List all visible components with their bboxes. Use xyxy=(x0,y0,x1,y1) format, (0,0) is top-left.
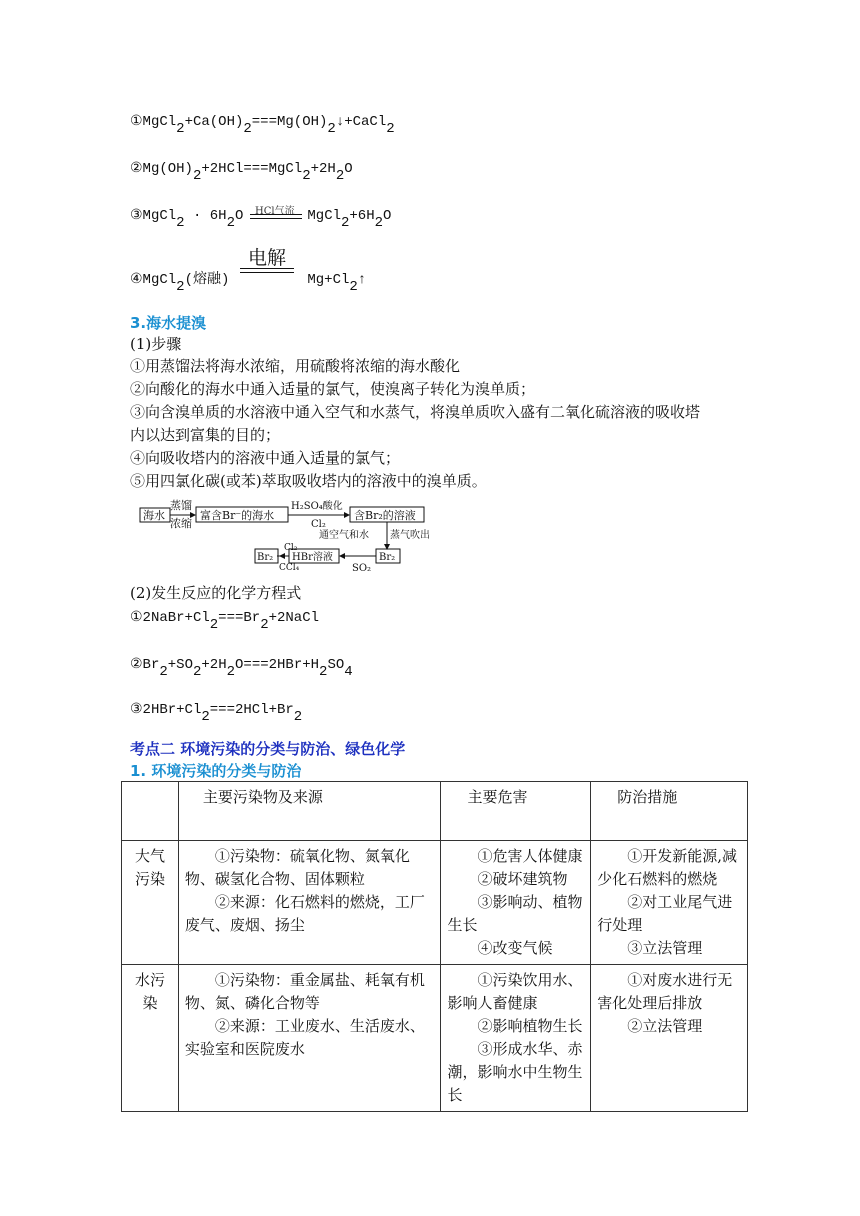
step-5: ⑤用四氯化碳(或苯)萃取吸收塔内的溶液中的溴单质。 xyxy=(130,472,487,490)
condition-electrolysis: 电解 xyxy=(248,247,287,269)
equation-br-3: $③2HBr+Cl_2===2HCl+Br_2$ xyxy=(130,702,303,725)
equation-mg-3: ③MgCl$_2$ · $6H_2O$ $MgCl_2+6H_2O$ xyxy=(130,208,392,231)
flow-cl2-a: Cl₂ xyxy=(311,519,326,530)
step-3-cont: 内以达到富集的目的； xyxy=(130,426,281,444)
equations-title: (2)发生反应的化学方程式 xyxy=(130,584,302,602)
equation-br-1: $①2NaBr+Cl_2===Br_2+2NaCl$ xyxy=(130,610,320,633)
flow-so2: SO₂ xyxy=(352,563,372,574)
equation-mg-4: ④MgCl$_2$(熔融) $Mg+Cl_2↑$ xyxy=(130,272,367,295)
equation-mg-1: $①MgCl_2+Ca(OH)_2===Mg(OH)_2↓+CaCl_2$ xyxy=(130,114,395,137)
header-sources: 主要污染物及来源 xyxy=(178,782,441,841)
step-3: ③向含溴单质的水溶液中通入空气和水蒸气，将溴单质吹入盛有二氧化硫溶液的吸收塔 xyxy=(130,403,701,421)
flow-concentrate: 浓缩 xyxy=(170,517,192,530)
condition-hcl: HCl气流 xyxy=(255,206,295,217)
cell-sources: ①污染物：重金属盐、耗氧有机物、氮、磷化合物等 ②来源：工业废水、生活废水、实验室和医院废水 xyxy=(178,965,441,1112)
equals-line xyxy=(250,214,302,219)
flow-cl2-b: Cl₂ xyxy=(284,543,298,553)
row-name: 大气污染 xyxy=(122,841,179,965)
cell-harm: ①危害人体健康 ②破坏建筑物 ③影响动、植物生长 ④改变气候 xyxy=(441,841,591,965)
pollution-table xyxy=(121,781,748,1112)
table-row xyxy=(122,841,748,965)
cell-fix: ①对废水进行无害化处理后排放 ②立法管理 xyxy=(591,965,748,1112)
flow-steam: 蒸气吹出 xyxy=(390,530,430,541)
equation-mg-2: $②Mg(OH)_2+2HCl===MgCl_2+2H_2O$ xyxy=(130,161,353,184)
step-4: ④向吸收塔内的溶液中通入适量的氯气； xyxy=(130,449,401,467)
flow-br2-solution: 含Br₂的溶液 xyxy=(354,509,416,522)
flow-distill: 蒸馏 xyxy=(170,499,192,512)
header-harm: 主要危害 xyxy=(441,782,591,841)
section-title-bromine: 3.海水提溴 xyxy=(130,314,207,332)
steps-title: (1)步骤 xyxy=(130,335,182,353)
equation-br-2: $②Br_2+SO_2+2H_2O===2HBr+H_2SO_4$ xyxy=(130,657,353,680)
table-row xyxy=(122,965,748,1112)
row-name: 水污染 xyxy=(122,965,179,1112)
table-cell xyxy=(122,782,179,841)
equals-line xyxy=(240,268,294,273)
flow-hbr: HBr溶液 xyxy=(292,552,333,563)
section-title-kd2: 考点二 环境污染的分类与防治、绿色化学 xyxy=(130,740,406,758)
flow-air: 通空气和水 xyxy=(319,530,369,541)
flow-br2-a: Br₂ xyxy=(379,552,396,563)
cell-harm: ①污染饮用水、影响人畜健康 ②影响植物生长 ③形成水华、赤潮，影响水中生物生长 xyxy=(441,965,591,1112)
flow-br2-b: Br₂ xyxy=(257,552,274,563)
flow-ccl4: CCl₄ xyxy=(279,563,300,573)
step-2: ②向酸化的海水中通入适量的氯气，使溴离子转化为溴单质； xyxy=(130,380,536,398)
cell-fix: ①开发新能源,减少化石燃料的燃烧 ②对工业尾气进行处理 ③立法管理 xyxy=(591,841,748,965)
flow-seawater: 海水 xyxy=(143,509,165,522)
cell-sources: ①污染物：硫氧化物、氮氧化物、碳氢化合物、固体颗粒 ②来源：化石燃料的燃烧，工厂废气、废烟、扬尘 xyxy=(178,841,441,965)
table-header-row xyxy=(122,782,748,841)
flow-rich-seawater: 富含Br⁻的海水 xyxy=(200,509,275,522)
bromine-flow-diagram xyxy=(139,497,439,577)
step-1: ①用蒸馏法将海水浓缩，用硫酸将浓缩的海水酸化 xyxy=(130,357,461,375)
flow-acidify: H₂SO₄酸化 xyxy=(291,501,343,512)
header-fix: 防治措施 xyxy=(591,782,748,841)
subsection-title: 1. 环境污染的分类与防治 xyxy=(130,762,302,780)
